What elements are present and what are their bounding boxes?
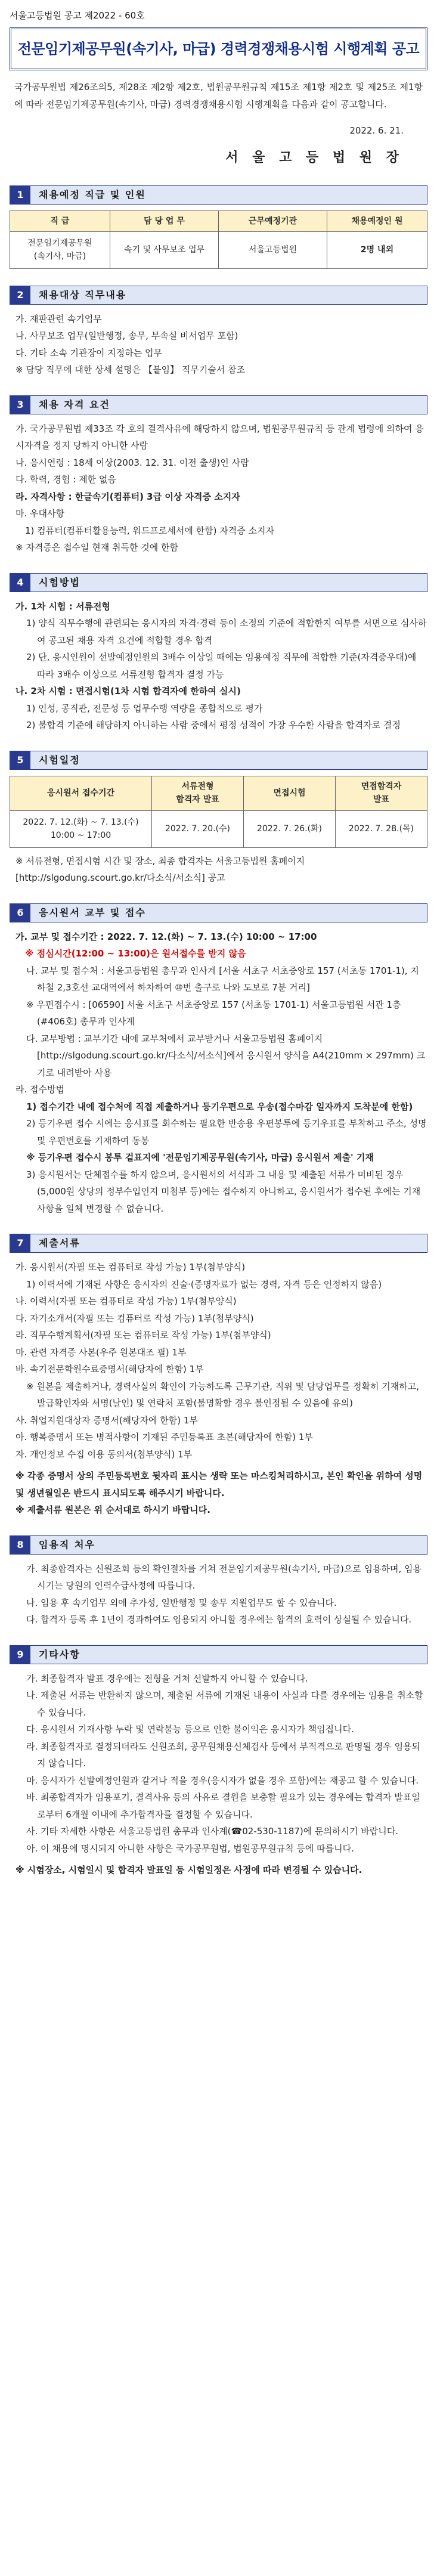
section-title: 채용예정 직급 및 인원 — [30, 186, 427, 204]
section-number: 5 — [10, 751, 30, 769]
intro-paragraph: 국가공무원법 제26조의5, 제28조 제2항 제2호, 법원공무원규칙 제15조 제1항 제2호 및 제25조 제1항에 따라 전문임기제공무원(속기사, 마급) 경력경쟁채용시험 시행계획을 다음과 같이 공고합니다. — [14, 82, 423, 110]
list-item: 2) 불합격 기준에 해당하지 아니하는 사람 중에서 평정 성적이 가장 우수한 사람을 합격자로 결정 — [26, 720, 401, 731]
section-2-header — [10, 286, 427, 305]
list-item: 라. 직무수행계획서(자필 또는 컴퓨터로 작성 가능) 1부(첨부양식) — [16, 1330, 271, 1341]
table-cell: 2022. 7. 12.(화) ~ 7. 13.(수) 10:00 ~ 17:00 — [10, 810, 152, 847]
table-header: 응시원서 접수기간 — [10, 776, 152, 810]
section-8-header — [10, 1535, 427, 1555]
list-item: 자. 개인정보 수집 이용 동의서(첨부양식) 1부 — [16, 1448, 193, 1460]
section-number: 3 — [10, 396, 30, 414]
section-number: 7 — [10, 1234, 30, 1252]
list-item: 가. 응시원서(자필 또는 컴퓨터로 작성 가능) 1부(첨부양식) — [16, 1262, 246, 1273]
section-title: 채용대상 직무내용 — [30, 286, 427, 304]
note-item: ※ 점심시간(12:00 ~ 13:00)은 원서접수를 받지 않음 — [25, 948, 246, 959]
section-1-header — [10, 185, 427, 205]
table-cell: 서울고등법원 — [219, 231, 327, 268]
section-title: 기타사항 — [30, 1646, 427, 1664]
note-item: ※ 원본을 제출하거나, 경력사실의 확인이 가능하도록 근무기관, 직위 및 담당업무를 정확히 기재하고, 발급확인자와 서명(날인) 및 연락처 포함(불명확할 경우 불인정될 수 있음에 유의) — [26, 1380, 419, 1409]
note-item: ※ 담당 직무에 대한 상세 설명은 【붙임】 직무기술서 참조 — [16, 364, 246, 376]
list-item: 마. 관련 자격증 사본(우주 원본대조 필) 1부 — [16, 1346, 187, 1358]
table-cell: 2022. 7. 26.(화) — [244, 810, 336, 847]
list-item: 다. 자기소개서(자필 또는 컴퓨터로 작성 가능) 1부(첨부양식) — [16, 1312, 254, 1324]
list-item: 나. 2차 시험 : 면접시험(1차 시험 합격자에 한하여 실시) — [16, 686, 241, 697]
list-item: 2) 등기우편 접수 시에는 응시표를 회수하는 필요한 반송용 우편봉투에 등기우표를 부착하고 주소, 성명 및 우편번호를 기재하여 동봉 — [26, 1118, 427, 1146]
list-item: 나. 사무보조 업무(일반행정, 송무, 부속실 비서업무 포함) — [16, 330, 238, 342]
list-item: 바. 최종합격자가 임용포기, 결격사유 등의 사유로 결원을 보충할 필요가 있는 경우에는 합격자 발표일로부터 6개월 이내에 추가합격자를 결정할 수 있습니다. — [26, 1792, 420, 1820]
list-item: 1) 컴퓨터(컴퓨터활용능력, 워드프로세서에 한함) 자격증 소지자 — [25, 525, 274, 536]
section-title: 제출서류 — [30, 1234, 427, 1252]
section-title: 임용직 처우 — [30, 1536, 427, 1554]
list-item: 가. 최종합격자 발표 경우에는 전형을 거쳐 선발하지 아니할 수 있습니다. — [26, 1673, 308, 1684]
section-number: 8 — [10, 1536, 30, 1554]
section-9-header — [10, 1645, 427, 1664]
table-cell: 2022. 7. 20.(수) — [152, 810, 244, 847]
list-item: 1) 인성, 공직관, 전문성 등 업무수행 역량을 종합적으로 평가 — [26, 702, 263, 714]
list-item: 라. 자격사항 : 한글속기(컴퓨터) 3급 이상 자격증 소지자 — [16, 491, 240, 502]
table-header: 면접합격자 발표 — [336, 776, 427, 810]
list-item: 다. 합격자 등록 후 1년이 경과하여도 임용되지 아니할 경우에는 합격의 효력이 상실될 수 있습니다. — [26, 1614, 412, 1626]
positions-table — [10, 210, 427, 269]
issuer-name: 서 울 고 등 법 원 장 — [225, 150, 404, 166]
section-number: 9 — [10, 1646, 30, 1664]
table-row — [10, 810, 427, 847]
list-item: 1) 이력서에 기재된 사항은 응시자의 진술·(증명자료가 없는 경력, 자격 등은 인정하지 않음) — [26, 1278, 382, 1290]
section-5-header — [10, 751, 427, 770]
section-title: 응시원서 교부 및 접수 — [30, 904, 427, 922]
list-item: 라. 접수방법 — [16, 1084, 64, 1095]
list-item: 나. 응시연령 : 18세 이상(2003. 12. 31. 이전 출생)인 사람 — [16, 457, 249, 468]
table-header: 직 급 — [10, 210, 110, 231]
section-number: 1 — [10, 186, 30, 204]
list-item: 마. 응시자가 선발예정인원과 같거나 적을 경우(응시자가 없을 경우 포함)에는 재공고 할 수 있습니다. — [26, 1775, 419, 1786]
list-item: 다. 교부방법 : 교부기간 내에 교부처에서 교부받거나 서울고등법원 홈페이지 [http://slgodung.scourt.go.kr/다소식/서소식]에서 응시원서 양식을 A4(210mm × 297mm) 크기로 내려받아 사용 — [26, 1033, 426, 1078]
list-item: 3) 응시원서는 단체접수를 하지 않으며, 응시원서의 서식과 그 내용 및 제출된 서류가 미비된 경우(5,000원 상당의 정부수입인지 미첨부 등)에는 접수하지 아니하고, 응시원서가 접수된 후에는 기재사항을 일체 변경할 수 없습니다. — [26, 1169, 421, 1214]
section-4-header — [10, 573, 427, 592]
note-item: ※ 각종 증명서 상의 주민등록번호 뒷자리 표시는 생략 또는 마스킹처리하시고, 본인 확인을 위하여 성명 및 생년월일은 반드시 표시되도록 해주시기 바랍니다. — [16, 1470, 423, 1498]
list-item: 사. 기타 자세한 사항은 서울고등법원 총무과 인사계(☎02-530-1187)에 문의하시기 바랍니다. — [26, 1826, 398, 1837]
section-number: 6 — [10, 904, 30, 922]
list-item: 다. 응시원서 기재사항 누락 및 연락불능 등으로 인한 불이익은 응시자가 책임집니다. — [26, 1724, 354, 1735]
table-header: 서류전형 합격자 발표 — [152, 776, 244, 810]
list-item: 가. 교부 및 접수기간 : 2022. 7. 12.(화) ~ 7. 13.(수) 10:00 ~ 17:00 — [16, 931, 317, 942]
list-item: 2) 단, 응시인원이 선발예정인원의 3배수 이상일 때에는 임용예정 직무에 적합한 기준(자격증우대)에 따라 3배수 이상으로 서류전형 합격자 결정 가능 — [26, 652, 417, 680]
list-item: 가. 재판관련 속기업무 — [16, 313, 102, 324]
list-item: 아. 행복증명서 또는 병적사항이 기재된 주민등록표 초본(해당자에 한함) 1부 — [16, 1432, 313, 1443]
list-item: 바. 속기전문학원수료증명서(해당자에 한함) 1부 — [16, 1364, 204, 1375]
list-item: 1) 양식 직무수행에 관련되는 응시자의 자격·경력 등이 소정의 기준에 적합한지 여부를 서면으로 심사하여 공고된 채용 자격 요건에 적합할 경우 합격 — [26, 618, 427, 646]
table-header: 근무예정기관 — [219, 210, 327, 231]
table-cell: 2명 내외 — [327, 231, 427, 268]
section-title: 채용 자격 요건 — [30, 396, 427, 414]
section-3-header — [10, 395, 427, 414]
list-item: 가. 국가공무원법 제33조 각 호의 결격사유에 해당하지 않으며, 법원공무원규칙 등 관계 법령에 의하여 응시자격을 정지 당하지 아니한 사람 — [16, 423, 424, 451]
list-item: 다. 학력, 경험 : 제한 없음 — [16, 474, 116, 485]
table-header: 채용예정인 원 — [327, 210, 427, 231]
section-number: 2 — [10, 286, 30, 304]
section-title: 시험일정 — [30, 751, 427, 769]
title-box — [10, 27, 427, 70]
section-6-header — [10, 903, 427, 922]
section-title: 시험방법 — [30, 574, 427, 592]
document-number: 서울고등법원 공고 제2022 - 60호 — [10, 10, 145, 21]
list-item: 아. 이 채용에 명시되지 아니한 사항은 국가공무원법, 법원공무원규칙 등에 따릅니다. — [26, 1843, 354, 1854]
section-number: 4 — [10, 574, 30, 592]
note-item: ※ 우편접수시 : [06590] 서울 서초구 서초중앙로 157 (서초동 1701-1) 서울고등법원 서관 1층(#406호) 총무과 인사계 — [26, 999, 401, 1027]
list-item: 라. 최종합격자로 결정되더라도 신원조회, 공무원채용신체검사 등에서 부적격으로 판명될 경우 임용되지 않습니다. — [26, 1741, 421, 1769]
list-item: 다. 기타 소속 기관장이 지정하는 업무 — [16, 347, 162, 358]
note-item: ※ 제출서류 원본은 위 순서대로 하시기 바랍니다. — [16, 1504, 210, 1516]
final-note: ※ 시험장소, 시험일시 및 합격자 발표일 등 시험일정은 사정에 따라 변경될 수 있습니다. — [16, 1865, 362, 1876]
table-header: 담 당 업 무 — [110, 210, 219, 231]
list-item: 가. 1차 시험 : 서류전형 — [16, 600, 110, 612]
table-cell: 속기 및 사무보조 업무 — [110, 231, 219, 268]
list-item: 나. 이력서(자필 또는 컴퓨터로 작성 가능) 1부(첨부양식) — [16, 1296, 237, 1307]
page-title: 전문임기제공무원(속기사, 마급) 경력경쟁채용시험 시행계획 공고 — [17, 41, 420, 57]
list-item: 마. 우대사항 — [16, 508, 64, 519]
schedule-note: ※ 서류전형, 면접시험 시간 및 장소, 최종 합격자는 서울고등법원 홈페이지 [http://slgodung.scourt.go.kr/다소식/서소식] 공고 — [16, 855, 305, 884]
list-item: 나. 제출된 서류는 반환하지 않으며, 제출된 서류에 기재된 내용이 사실과 다를 경우에는 임용을 취소할 수 있습니다. — [26, 1690, 423, 1718]
table-cell: 전문임기제공무원 (속기사, 마급) — [10, 231, 110, 268]
list-item: 사. 취업지원대상자 증명서(해당자에 한함) 1부 — [16, 1414, 198, 1426]
list-item: 1) 접수기간 내에 접수처에 직접 제출하거나 등기우편으로 우송(접수마감 일자까지 도착분에 한함) — [26, 1101, 413, 1112]
table-row — [10, 231, 427, 268]
schedule-table — [10, 776, 427, 848]
list-item: 나. 교부 및 접수처 : 서울고등법원 총무과 인사계 [서울 서초구 서초중앙로 157 (서초동 1701-1), 지하철 2,3호선 교대역에서 하차하여 ⑩번 출구로 나와 도보로 7분 거리] — [26, 965, 419, 993]
table-header: 면접시험 — [244, 776, 336, 810]
note-item: ※ 등기우편 접수시 봉투 겉표지에 '전문임기제공무원(속기사, 마급) 응시원서 제출' 기재 — [26, 1152, 374, 1163]
list-item: 가. 최종합격자는 신원조회 등의 확인절차를 거쳐 전문임기제공무원(속기사, 마급)으로 임용하며, 임용시기는 당원의 인력수급사정에 따릅니다. — [26, 1563, 422, 1592]
list-item: 나. 임용 후 속기업무 외에 추가성, 일반행정 및 송무 지원업무도 할 수 있습니다. — [26, 1597, 337, 1608]
table-cell: 2022. 7. 28.(목) — [336, 810, 427, 847]
note-item: ※ 자격증은 접수일 현재 취득한 것에 한함 — [16, 542, 179, 553]
section-7-header — [10, 1234, 427, 1253]
notice-date: 2022. 6. 21. — [349, 125, 404, 137]
